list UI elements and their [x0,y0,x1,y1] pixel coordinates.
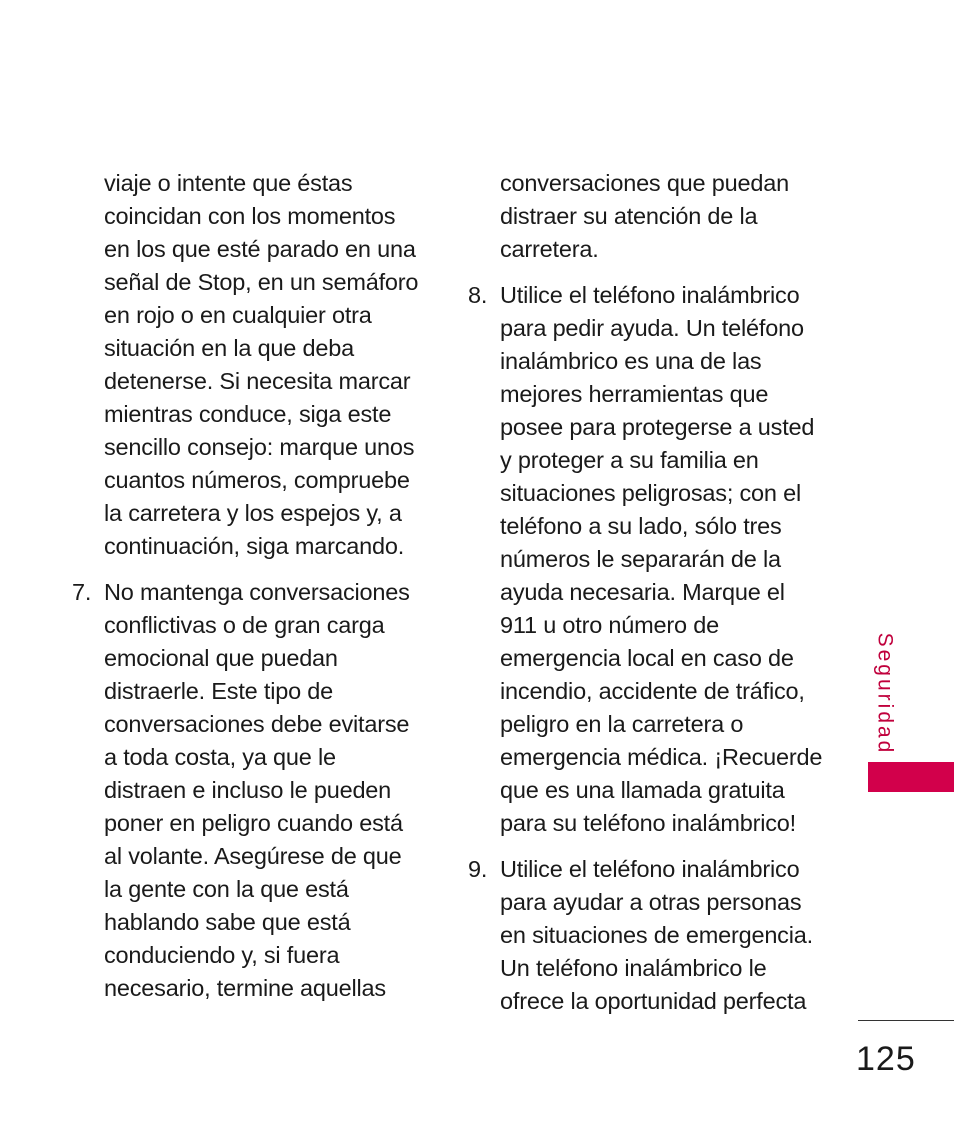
text-line: distraer su atención de la [500,203,758,229]
text-line: situación en la que deba [104,335,354,361]
text-line: Un teléfono inalámbrico le [500,955,767,981]
page-number: 125 [856,1040,916,1078]
left-column [72,167,432,1005]
text-line: situaciones peligrosas; con el [500,480,801,506]
text-line: números le separarán de la [500,546,781,572]
text-line: señal de Stop, en un semáforo [104,269,419,295]
list-item-7 [72,576,432,1005]
text-line: sencillo consejo: marque unos [104,434,415,460]
text-line: conduciendo y, si fuera [104,942,340,968]
text-line: conversaciones que puedan [500,170,789,196]
text-line: al volante. Asegúrese de que [104,843,402,869]
text-line: en situaciones de emergencia. [500,922,813,948]
text-line: coincidan con los momentos [104,203,396,229]
text-line: para ayudar a otras personas [500,889,802,915]
list-item-number: 9. [468,856,488,882]
text-line: detenerse. Si necesita marcar [104,368,411,394]
section-tab-marker [868,762,954,792]
text-line: ayuda necesaria. Marque el [500,579,785,605]
text-line: en rojo o en cualquier otra [104,302,372,328]
page-number-rule [858,1020,954,1021]
text-line: la carretera y los espejos y, a [104,500,402,526]
text-line: poner en peligro cuando está [104,810,403,836]
text-line: cuantos números, compruebe [104,467,410,493]
right-column [468,167,836,1018]
text-line: mientras conduce, siga este [104,401,392,427]
list-item-9 [468,853,836,1018]
paragraph-continuation [468,167,836,266]
paragraph-continuation [72,167,432,563]
text-line: continuación, siga marcando. [104,533,405,559]
text-line: distraen e incluso le pueden [104,777,392,803]
text-line: en los que esté parado en una [104,236,416,262]
text-line: distraerle. Este tipo de [104,678,334,704]
text-line: teléfono a su lado, sólo tres [500,513,782,539]
text-line: necesario, termine aquellas [104,975,386,1001]
text-line: la gente con la que está [104,876,349,902]
text-line: carretera. [500,236,599,262]
text-line: emergencia local en caso de [500,645,794,671]
text-line: emocional que puedan [104,645,338,671]
text-line: y proteger a su familia en [500,447,759,473]
text-line: posee para protegerse a usted [500,414,815,440]
text-line: emergencia médica. ¡Recuerde [500,744,823,770]
text-line: inalámbrico es una de las [500,348,762,374]
list-item-number: 7. [72,579,92,605]
text-line: conversaciones debe evitarse [104,711,410,737]
text-line: para su teléfono inalámbrico! [500,810,796,836]
text-line: hablando sabe que está [104,909,351,935]
text-line: conflictivas o de gran carga [104,612,385,638]
section-label [864,632,904,756]
text-line: para pedir ayuda. Un teléfono [500,315,804,341]
text-line: ofrece la oportunidad perfecta [500,988,807,1014]
text-line: No mantenga conversaciones [104,579,410,605]
list-item-number: 8. [468,282,488,308]
text-line: incendio, accidente de tráfico, [500,678,805,704]
text-line: mejores herramientas que [500,381,769,407]
text-line: 911 u otro número de [500,612,719,638]
text-line: a toda costa, ya que le [104,744,336,770]
text-line: peligro en la carretera o [500,711,744,737]
list-item-8 [468,279,836,840]
text-line: que es una llamada gratuita [500,777,785,803]
text-line: Utilice el teléfono inalámbrico [500,856,800,882]
text-line: Utilice el teléfono inalámbrico [500,282,800,308]
text-line: viaje o intente que éstas [104,170,353,196]
section-label-text: Seguridad [873,632,896,756]
